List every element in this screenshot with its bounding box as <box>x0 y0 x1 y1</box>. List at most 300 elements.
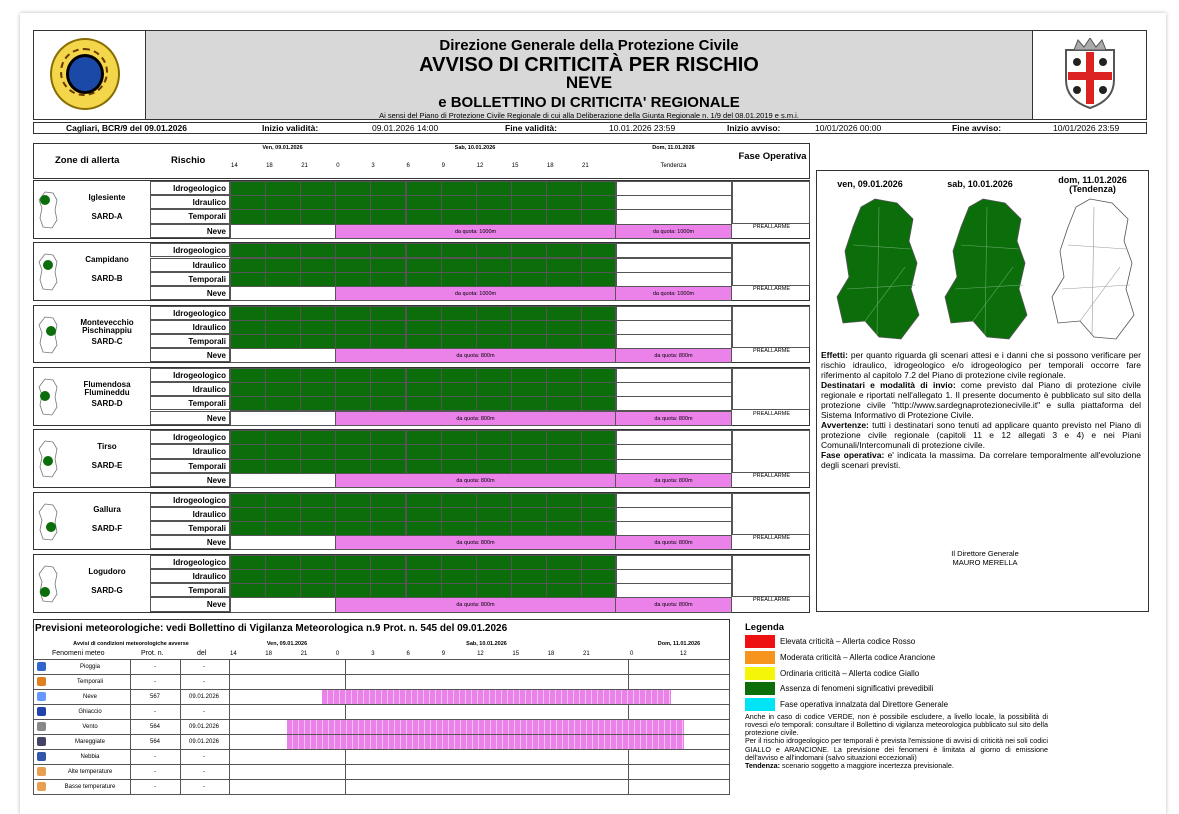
risk-cell-green <box>476 382 512 397</box>
zone-map-icon <box>36 252 60 292</box>
zone-code: SARD-G <box>91 585 123 595</box>
meteo-name: Nebbia <box>80 754 100 760</box>
risk-cell-green <box>581 430 617 445</box>
risk-cell-green <box>265 521 301 536</box>
risk-cell-green <box>370 444 406 459</box>
legend-swatch <box>745 651 775 664</box>
risk-cell-green <box>406 258 442 273</box>
risk-cell-green <box>511 258 547 273</box>
risk-cell-green <box>476 258 512 273</box>
risk-cell-green <box>581 306 617 321</box>
risk-cell-green <box>406 272 442 287</box>
meteo-divider <box>229 674 230 690</box>
risk-cell-green <box>335 444 371 459</box>
avv-label: Avvertenze: <box>821 420 869 431</box>
tendency-cell <box>615 258 732 273</box>
risk-label: Idrogeologico <box>150 306 230 320</box>
meteo-date: - <box>203 709 205 715</box>
hour-tick: 6 <box>406 163 410 169</box>
meteo-divider <box>345 659 346 675</box>
risk-cell-green <box>441 181 477 196</box>
risk-cell-green <box>441 396 477 411</box>
risk-cell-green <box>581 368 617 383</box>
hour-tick: 14 <box>231 163 238 169</box>
snow-cell-empty <box>230 286 336 301</box>
meteo-avvisi: Avvisi di condizioni meteorologiche avverse <box>73 641 189 647</box>
risk-cell-green <box>335 555 371 570</box>
risk-cell-green <box>370 368 406 383</box>
risk-cell-green <box>300 272 336 287</box>
meteo-divider <box>345 704 346 720</box>
risk-cell-green <box>335 195 371 210</box>
risk-label: Idrogeologico <box>150 430 230 444</box>
risk-cell-green <box>406 555 442 570</box>
risk-cell-green <box>511 459 547 474</box>
meteo-date: - <box>203 784 205 790</box>
zone-code: SARD-D <box>91 398 123 408</box>
risk-cell-green <box>265 195 301 210</box>
risk-header: Rischio <box>171 155 206 166</box>
meteo-hour-tick: 0 <box>630 651 634 657</box>
risk-cell-green <box>265 396 301 411</box>
snow-cell-pink: da quota: 800m <box>335 473 616 488</box>
risk-cell-green <box>335 306 371 321</box>
meteo-day1: Ven, 09.01.2026 <box>266 641 308 647</box>
risk-cell-green <box>370 258 406 273</box>
risk-cell-green <box>546 306 582 321</box>
tendency-cell <box>615 521 732 536</box>
meteo-prot: - <box>154 769 156 775</box>
risk-cell-green <box>511 272 547 287</box>
fase-label: Fase operativa: <box>821 450 885 461</box>
zone-name: Tirso <box>97 442 117 452</box>
risk-cell-green <box>511 320 547 335</box>
snow-cell-tendency: da quota: 1000m <box>615 286 732 301</box>
snow-cell-tendency: da quota: 800m <box>615 473 732 488</box>
meteo-hour-tick: 12 <box>477 651 484 657</box>
start-value: 09.01.2026 14:00 <box>372 123 439 133</box>
risk-cell-green <box>370 521 406 536</box>
zone-name: Campidano <box>85 255 129 265</box>
risk-label: Idrogeologico <box>150 555 230 569</box>
meteo-name: Pioggia <box>79 664 100 670</box>
zone-header: Zone di allerta <box>55 155 120 166</box>
legend-swatch <box>745 698 775 711</box>
risk-cell-green <box>265 243 301 258</box>
risk-cell-green <box>546 569 582 584</box>
meteo-date: 09.01.2026 <box>188 694 220 700</box>
risk-cell-green <box>265 209 301 224</box>
risk-label: Neve <box>150 286 230 300</box>
risk-cell-green <box>511 507 547 522</box>
risk-label: Neve <box>150 597 230 611</box>
risk-cell-green <box>300 334 336 349</box>
risk-cell-green <box>441 521 477 536</box>
meteo-hour-tick: 14 <box>230 651 237 657</box>
phase-cell <box>732 555 810 598</box>
risk-label: Neve <box>150 473 230 487</box>
meteo-divider <box>229 719 230 735</box>
risk-cell-green <box>546 272 582 287</box>
meteo-date: - <box>203 754 205 760</box>
phase-value: PREALLARME <box>753 223 790 230</box>
phase-header: Fase Operativa <box>738 151 807 162</box>
weather-icon <box>37 767 46 776</box>
phase-value: PREALLARME <box>753 410 790 417</box>
risk-cell-green <box>370 583 406 598</box>
end-label: Fine validità: <box>505 123 557 133</box>
meteo-date: 09.01.2026 <box>188 724 220 730</box>
tendenza-note: scenario soggetto a maggiore incertezza previsionale. <box>782 760 954 770</box>
risk-cell-green <box>265 368 301 383</box>
risk-cell-green <box>370 209 406 224</box>
risk-label: Temporali <box>150 272 230 286</box>
legend-label: Elevata criticità – Allerta codice Rosso <box>780 637 916 646</box>
snow-cell-empty <box>230 348 336 363</box>
risk-cell-green <box>300 569 336 584</box>
risk-cell-green <box>406 521 442 536</box>
map-date-2: sab, 10.01.2026 <box>947 179 1013 189</box>
meteo-day3: Dom, 11.01.2026 <box>657 641 701 647</box>
risk-cell-green <box>511 243 547 258</box>
tendency-cell <box>615 444 732 459</box>
meteo-hour-tick: 3 <box>371 651 375 657</box>
risk-cell-green <box>406 209 442 224</box>
tendency-cell <box>615 181 732 196</box>
risk-label: Neve <box>150 411 230 425</box>
meteo-divider <box>345 764 346 780</box>
meteo-prot: - <box>154 754 156 760</box>
risk-cell-green <box>230 272 266 287</box>
risk-cell-green <box>406 243 442 258</box>
tendency-cell <box>615 430 732 445</box>
tendency-cell <box>615 334 732 349</box>
weather-icon <box>37 722 46 731</box>
meteo-divider <box>628 674 629 690</box>
meteo-divider <box>130 659 131 675</box>
meteo-prot: - <box>154 709 156 715</box>
risk-cell-green <box>265 444 301 459</box>
meteo-divider <box>130 674 131 690</box>
snow-cell-empty <box>230 224 336 239</box>
meteo-divider <box>130 749 131 765</box>
meteo-divider <box>628 704 629 720</box>
risk-cell-green <box>406 320 442 335</box>
meteo-hour-tick: 18 <box>547 651 555 657</box>
avv-text: tutti i destinatari sono tenuti ad applicare quanto previsto nel Piano di protezione civile regionale (capitoli 11 e 12 allegati 3 e 4) e nei Piani Comunali/Intercomunali di protezione civile. <box>821 420 1141 451</box>
dest-text: come previsto dal Piano di protezione civile regionale e riportati nell'allegato 1. Il presente documento è pubblicato sul sito della protezione civile "http://www.sardegnaprotezionecivile.it" e sulla piattaforma del Sistema Informativo di Protezione Civile. <box>821 380 1141 421</box>
risk-cell-green <box>546 258 582 273</box>
risk-cell-green <box>230 444 266 459</box>
dest-label: Destinatari e modalità di invio: <box>821 380 956 391</box>
legend-note-1: Anche in caso di codice VERDE, non è possibile escludere, a livello locale, la possibilità di rovesci e/o temporali: consultare il Bollettino di vigilanza meteorologica pubblicato sul sito della protezione civile. <box>745 712 1048 738</box>
risk-cell-green <box>300 493 336 508</box>
risk-cell-green <box>300 382 336 397</box>
snow-cell-empty <box>230 411 336 426</box>
meteo-divider <box>180 704 181 720</box>
risk-cell-green <box>511 569 547 584</box>
meteo-date: - <box>203 769 205 775</box>
hour-tick: 18 <box>266 163 273 169</box>
risk-cell-green <box>370 320 406 335</box>
meteo-divider <box>628 764 629 780</box>
snow-cell-empty <box>230 473 336 488</box>
meteo-name: Mareggiate <box>74 739 106 745</box>
phase-value: PREALLARME <box>753 535 790 542</box>
risk-cell-green <box>406 569 442 584</box>
risk-cell-green <box>511 382 547 397</box>
weather-icon <box>37 662 46 671</box>
risk-cell-green <box>476 507 512 522</box>
signature-name: MAURO MERELLA <box>952 558 1018 567</box>
risk-cell-green <box>335 334 371 349</box>
risk-cell-green <box>335 243 371 258</box>
zone-code: SARD-B <box>91 274 123 284</box>
hour-tick: 3 <box>371 163 375 169</box>
fase-text: e' indicata la massima. Da correlare temporalmente all'evoluzione degli scenari previsti. <box>821 450 1141 471</box>
risk-cell-green <box>511 195 547 210</box>
legend-label: Fase operativa innalzata dal Direttore Generale <box>780 700 949 710</box>
meteo-col2: Prot. n. <box>141 650 164 657</box>
risk-label: Idraulico <box>150 195 230 209</box>
signature-title: Il Direttore Generale <box>951 549 1019 558</box>
tendency-cell <box>615 195 732 210</box>
meteo-warning-bar <box>322 690 671 704</box>
legend-label: Moderata criticità – Allerta codice Arancione <box>780 652 936 662</box>
header-line2: AVVISO DI CRITICITÀ PER RISCHIO <box>419 54 759 76</box>
header-sub: Ai sensi del Piano di Protezione Civile Regionale di cui alla Deliberazione della Giunta Regionale n. 1/9 del 08.01.2019 e s.m.i. <box>379 111 799 120</box>
phase-cell <box>732 493 810 536</box>
meteo-divider <box>229 764 230 780</box>
risk-cell-green <box>335 258 371 273</box>
meteo-divider <box>229 779 230 795</box>
risk-label: Idrogeologico <box>150 243 230 257</box>
meteo-divider <box>130 734 131 750</box>
risk-cell-green <box>265 583 301 598</box>
tendency-cell <box>615 272 732 287</box>
risk-cell-green <box>441 382 477 397</box>
risk-cell-green <box>300 243 336 258</box>
risk-cell-green <box>300 555 336 570</box>
risk-cell-green <box>300 444 336 459</box>
risk-label: Neve <box>150 224 230 238</box>
risk-cell-green <box>546 209 582 224</box>
map-date-1: ven, 09.01.2026 <box>837 179 903 189</box>
hour-tick: 0 <box>336 163 340 169</box>
risk-cell-green <box>581 444 617 459</box>
risk-label: Temporali <box>150 521 230 535</box>
hour-tick: 21 <box>582 163 589 169</box>
effetti-label: Effetti: <box>821 350 848 360</box>
risk-cell-green <box>546 368 582 383</box>
meteo-date: - <box>203 664 205 670</box>
tendency-cell <box>615 493 732 508</box>
risk-cell-green <box>441 444 477 459</box>
header-line1: Direzione Generale della Protezione Civile <box>439 37 739 54</box>
day2-header: Sab, 10.01.2026 <box>454 145 496 151</box>
risk-cell-green <box>581 396 617 411</box>
risk-label: Temporali <box>150 334 230 348</box>
risk-cell-green <box>370 382 406 397</box>
risk-cell-green <box>441 258 477 273</box>
risk-label: Idrogeologico <box>150 493 230 507</box>
risk-cell-green <box>511 555 547 570</box>
alert-start-label: Inizio avviso: <box>727 123 781 133</box>
zone-code: SARD-F <box>91 523 123 533</box>
risk-label: Temporali <box>150 396 230 410</box>
risk-cell-green <box>230 181 266 196</box>
risk-cell-green <box>265 382 301 397</box>
risk-cell-green <box>230 521 266 536</box>
effetti-text: per quanto riguarda gli scenari attesi e i danni che si possono verificare per rischio idraulico, idrogeologico e/o idrogeologico per temporali occorre fare riferimento al capitolo 7.2 del Piano di protezione civile regionale. <box>821 350 1141 381</box>
risk-cell-green <box>546 181 582 196</box>
snow-cell-empty <box>230 535 336 550</box>
risk-cell-green <box>476 493 512 508</box>
meteo-col1: Fenomeni meteo <box>52 650 105 657</box>
zone-map-icon <box>36 315 60 355</box>
risk-cell-green <box>265 258 301 273</box>
risk-cell-green <box>581 555 617 570</box>
risk-cell-green <box>300 396 336 411</box>
risk-cell-green <box>581 320 617 335</box>
meteo-divider <box>229 734 230 750</box>
risk-cell-green <box>370 396 406 411</box>
risk-cell-green <box>335 507 371 522</box>
risk-cell-green <box>406 382 442 397</box>
meteo-hour-tick: 21 <box>300 651 308 657</box>
risk-cell-green <box>406 368 442 383</box>
risk-cell-green <box>335 493 371 508</box>
bulletin-ref: Cagliari, BCR/9 del 09.01.2026 <box>66 123 187 133</box>
risk-cell-green <box>370 459 406 474</box>
risk-cell-green <box>546 444 582 459</box>
risk-cell-green <box>581 569 617 584</box>
risk-cell-green <box>511 306 547 321</box>
risk-cell-green <box>335 569 371 584</box>
weather-icon <box>37 752 46 761</box>
snow-cell-pink: da quota: 1000m <box>335 286 616 301</box>
risk-cell-green <box>476 272 512 287</box>
weather-icon <box>37 677 46 686</box>
zone-name: Iglesiente <box>88 193 126 202</box>
snow-cell-pink: da quota: 800m <box>335 535 616 550</box>
risk-cell-green <box>546 320 582 335</box>
hour-tick: 9 <box>441 163 445 169</box>
snow-cell-tendency: da quota: 800m <box>615 348 732 363</box>
risk-cell-green <box>511 583 547 598</box>
meteo-divider <box>180 734 181 750</box>
meteo-warning-bar <box>287 720 684 734</box>
risk-cell-green <box>335 320 371 335</box>
risk-cell-green <box>335 272 371 287</box>
meteo-divider <box>130 719 131 735</box>
meteo-date: 09.01.2026 <box>188 739 220 745</box>
risk-label: Temporali <box>150 209 230 223</box>
risk-cell-green <box>441 430 477 445</box>
risk-cell-green <box>230 195 266 210</box>
meteo-divider <box>229 749 230 765</box>
risk-cell-green <box>300 430 336 445</box>
zone-name: Montevecchio Pischinappiu <box>80 317 134 335</box>
phase-cell <box>732 430 810 473</box>
legend-notes <box>745 713 1048 770</box>
header-line3: NEVE <box>565 73 613 92</box>
snow-cell-pink: da quota: 800m <box>335 597 616 612</box>
risk-cell-green <box>230 334 266 349</box>
risk-cell-green <box>335 368 371 383</box>
meteo-divider <box>229 704 230 720</box>
risk-cell-green <box>300 181 336 196</box>
tendency-cell <box>615 507 732 522</box>
risk-cell-green <box>300 583 336 598</box>
map-date-3: dom, 11.01.2026 (Tendenza) <box>1058 175 1127 195</box>
risk-cell-green <box>476 209 512 224</box>
risk-cell-green <box>581 258 617 273</box>
snow-cell-tendency: da quota: 1000m <box>615 224 732 239</box>
risk-label: Temporali <box>150 583 230 597</box>
risk-cell-green <box>370 272 406 287</box>
risk-cell-green <box>300 521 336 536</box>
risk-cell-green <box>441 459 477 474</box>
risk-cell-green <box>476 320 512 335</box>
risk-cell-green <box>265 320 301 335</box>
risk-label: Idrogeologico <box>150 181 230 195</box>
meteo-name: Temporali <box>76 679 103 685</box>
risk-label: Idraulico <box>150 320 230 334</box>
meteo-prot: - <box>154 784 156 790</box>
risk-cell-green <box>476 569 512 584</box>
legend-swatch <box>745 667 775 680</box>
legend-title: Legenda <box>745 622 785 633</box>
meteo-divider <box>180 659 181 675</box>
risk-cell-green <box>335 382 371 397</box>
snow-cell-tendency: da quota: 800m <box>615 411 732 426</box>
zone-code: SARD-E <box>91 461 123 471</box>
risk-cell-green <box>230 493 266 508</box>
meteo-divider <box>130 704 131 720</box>
risk-cell-green <box>230 258 266 273</box>
risk-cell-green <box>265 555 301 570</box>
tendency-cell <box>615 396 732 411</box>
risk-cell-green <box>546 243 582 258</box>
risk-cell-green <box>335 583 371 598</box>
meteo-col3: del <box>197 650 207 657</box>
risk-cell-green <box>441 320 477 335</box>
zone-name: Gallura <box>93 504 121 514</box>
meteo-hour-tick: 0 <box>335 651 340 657</box>
risk-cell-green <box>441 243 477 258</box>
risk-cell-green <box>441 334 477 349</box>
risk-cell-green <box>511 521 547 536</box>
risk-cell-green <box>476 334 512 349</box>
risk-cell-green <box>406 507 442 522</box>
risk-cell-green <box>265 569 301 584</box>
meteo-divider <box>628 749 629 765</box>
risk-cell-green <box>300 258 336 273</box>
risk-label: Idraulico <box>150 569 230 583</box>
risk-label: Idraulico <box>150 258 230 272</box>
alert-end-label: Fine avviso: <box>952 123 1002 133</box>
zone-code: SARD-A <box>91 212 123 221</box>
phase-value: PREALLARME <box>753 285 790 292</box>
risk-cell-green <box>546 334 582 349</box>
risk-cell-green <box>476 181 512 196</box>
legend-label: Assenza di fenomeni significativi prevedibili <box>780 684 934 694</box>
risk-label: Idraulico <box>150 507 230 521</box>
snow-cell-pink: da quota: 800m <box>335 348 616 363</box>
risk-cell-green <box>511 493 547 508</box>
risk-cell-green <box>546 195 582 210</box>
